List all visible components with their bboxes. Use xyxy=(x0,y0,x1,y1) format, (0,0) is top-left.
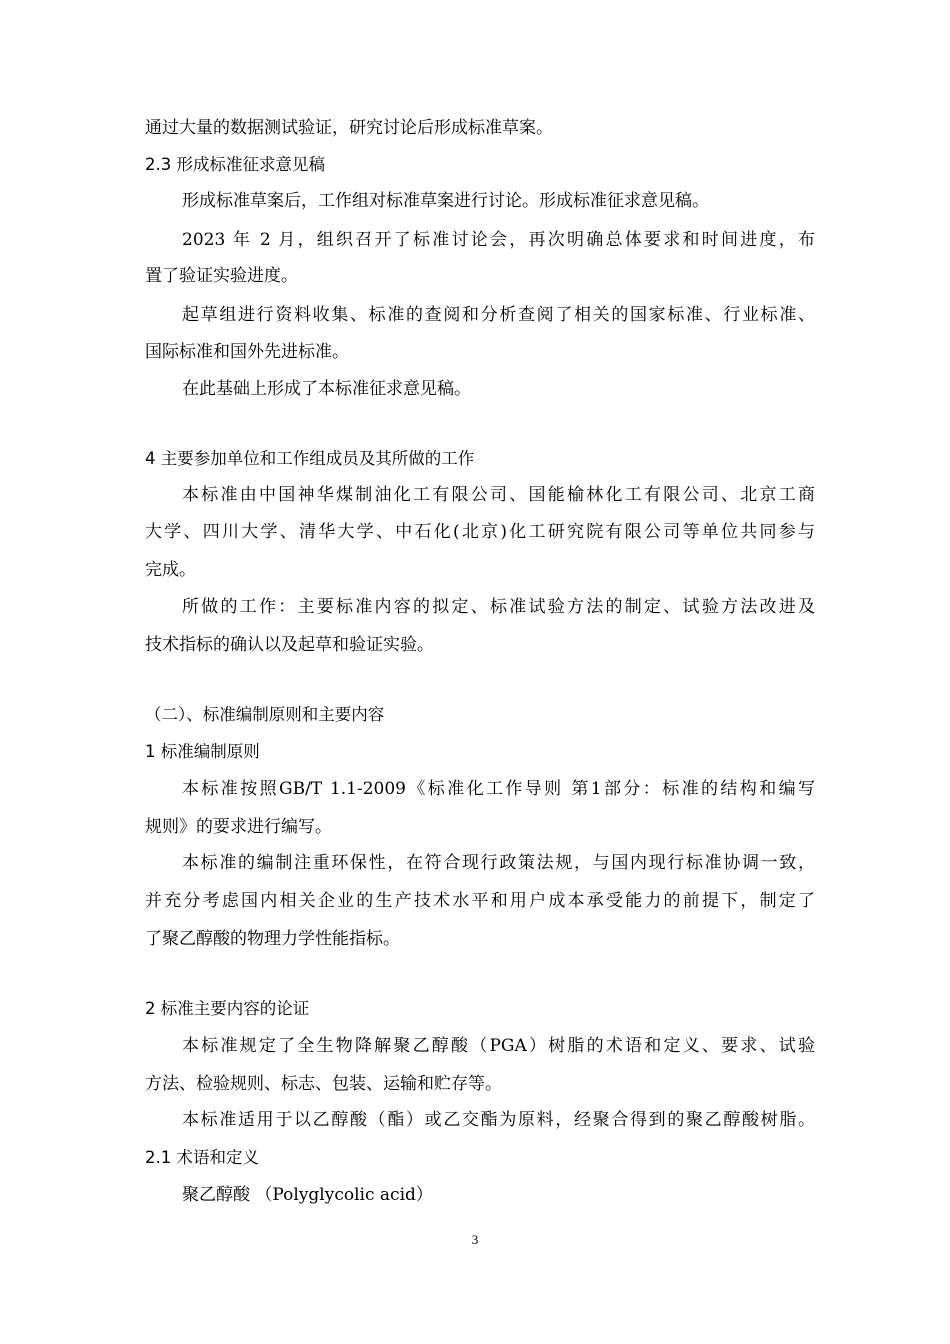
paragraph-line: 置了验证实验进度。 xyxy=(145,266,298,286)
page-number: 3 xyxy=(471,1232,479,1247)
section-heading-2: 2 标准主要内容的论证 xyxy=(145,999,310,1018)
section-heading-2-3: 2.3 形成标准征求意见稿 xyxy=(145,155,325,174)
section-heading-part-2: （二）、标准编制原则和主要内容 xyxy=(145,705,385,724)
paragraph-line: 本标准适用于以乙醇酸（酯）或乙交酯为原料，经聚合得到的聚乙醇酸树脂。 xyxy=(182,1110,815,1130)
paragraph-line: 本标准按照GB/T 1.1-2009《标准化工作导则 第1部分：标准的结构和编写 xyxy=(182,779,815,799)
paragraph-line: 方法、检验规则、标志、包装、运输和贮存等。 xyxy=(145,1074,502,1094)
paragraph-line: 规则》的要求进行编写。 xyxy=(145,817,332,837)
paragraph-line: 并充分考虑国内相关企业的生产技术水平和用户成本承受能力的前提下，制定了 xyxy=(145,891,815,911)
section-heading-4: 4 主要参加单位和工作组成员及其所做的工作 xyxy=(145,449,475,468)
paragraph-line: 本标准的编制注重环保性，在符合现行政策法规，与国内现行标准协调一致， xyxy=(182,853,815,873)
paragraph-line: 2023 年 2 月，组织召开了标准讨论会，再次明确总体要求和时间进度，布 xyxy=(182,230,815,250)
paragraph-line: 本标准由中国神华煤制油化工有限公司、国能榆林化工有限公司、北京工商 xyxy=(182,485,815,505)
paragraph-line: 形成标准草案后，工作组对标准草案进行讨论。形成标准征求意见稿。 xyxy=(182,191,709,211)
paragraph-line: 起草组进行资料收集、标准的查阅和分析查阅了相关的国家标准、行业标准、 xyxy=(182,305,815,325)
section-heading-1: 1 标准编制原则 xyxy=(145,742,260,761)
paragraph-line: 完成。 xyxy=(145,560,196,580)
paragraph-line: 本标准规定了全生物降解聚乙醇酸（PGA）树脂的术语和定义、要求、试验 xyxy=(182,1036,815,1056)
paragraph-line: 国际标准和国外先进标准。 xyxy=(145,342,349,362)
term-line: 聚乙醇酸 （Polyglycolic acid） xyxy=(182,1185,433,1205)
section-heading-2-1: 2.1 术语和定义 xyxy=(145,1148,259,1167)
paragraph-line: 在此基础上形成了本标准征求意见稿。 xyxy=(182,379,471,399)
paragraph-line: 大学、四川大学、清华大学、中石化(北京)化工研究院有限公司等单位共同参与 xyxy=(145,522,815,542)
paragraph-line: 了聚乙醇酸的物理力学性能指标。 xyxy=(145,929,400,949)
paragraph-line: 所做的工作：主要标准内容的拟定、标准试验方法的制定、试验方法改进及 xyxy=(182,597,815,617)
paragraph-line: 通过大量的数据测试验证，研究讨论后形成标准草案。 xyxy=(145,118,553,138)
paragraph-line: 技术指标的确认以及起草和验证实验。 xyxy=(145,635,434,655)
